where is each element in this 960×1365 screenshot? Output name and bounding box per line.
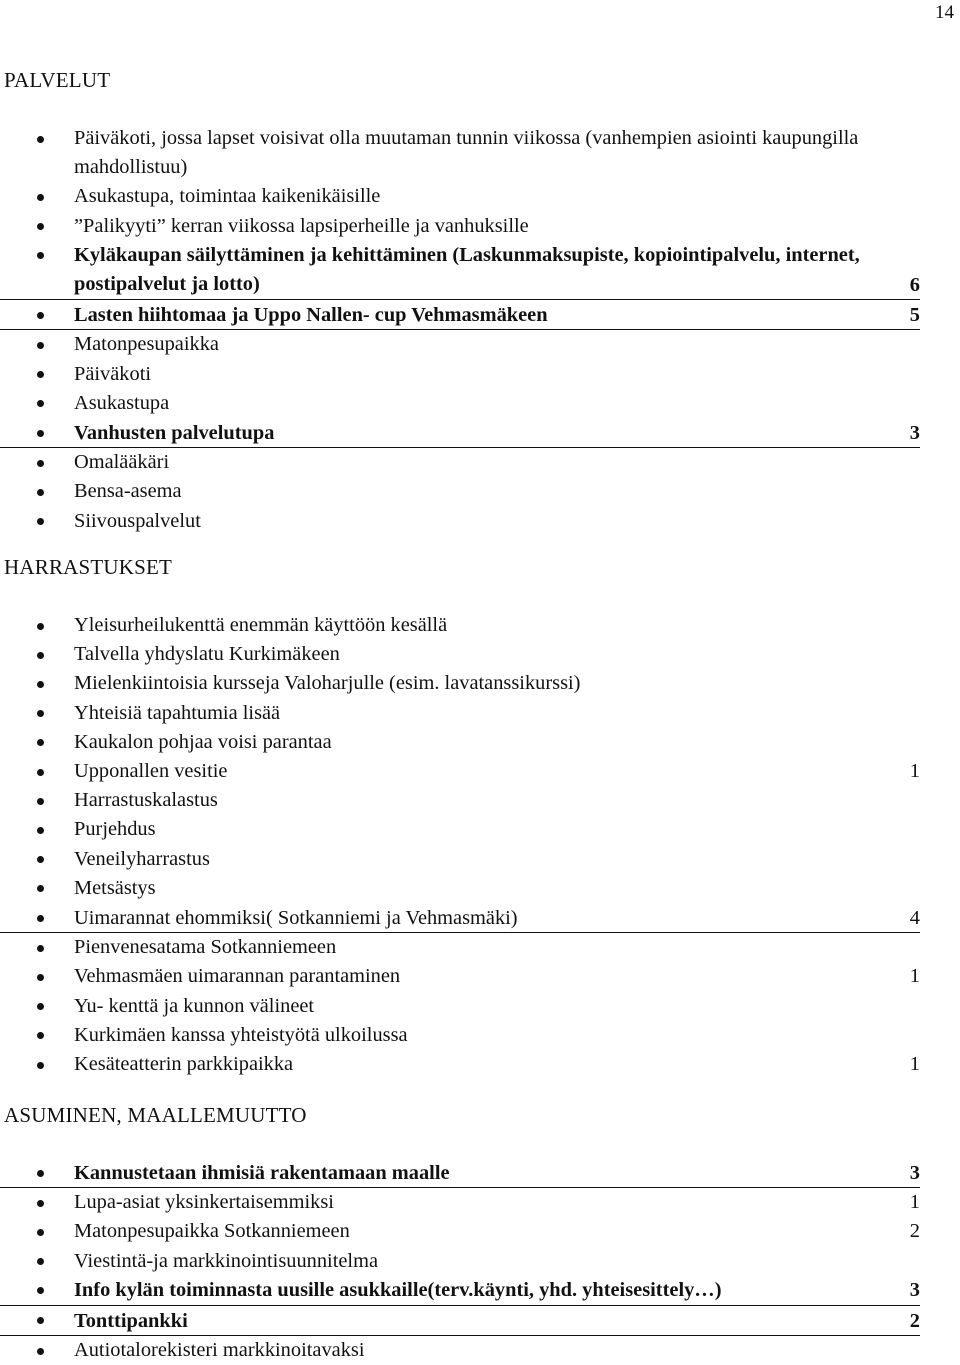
bullet-icon [37,945,44,952]
bullet-icon [37,710,44,717]
list-item: Siivouspalvelut [0,507,920,536]
page-number: 14 [935,2,954,23]
bullet-icon [37,681,44,688]
palvelut-list [0,124,920,536]
bullet-icon [37,798,44,805]
list-item: Veneilyharrastus [0,845,920,874]
list-item: Pienvenesatama Sotkanniemeen [0,933,920,962]
list-item: Kurkimäen kanssa yhteistyötä ulkoilussa [0,1021,920,1050]
bullet-icon [37,1170,44,1177]
bullet-icon [37,430,44,437]
list-item: Kesäteatterin parkkipaikka 1 [0,1050,920,1079]
bullet-icon [37,1348,44,1355]
list-item: Lasten hiihtomaa ja Uppo Nallen- cup Vehmasmäkeen 5 [0,300,920,330]
bullet-icon [37,1032,44,1039]
harrastukset-list [0,611,920,1079]
list-item: Harrastuskalastus [0,786,920,815]
bullet-icon [37,136,44,143]
bullet-icon [37,885,44,892]
section-heading-harrastukset: HARRASTUKSET [4,555,173,579]
bullet-icon [37,489,44,496]
bullet-icon [37,371,44,378]
bullet-icon [37,460,44,467]
list-item: Tonttipankki 2 [0,1306,920,1336]
list-item: Info kylän toiminnasta uusille asukkaille(terv.käynti, yhd. yhteisesittely…) 3 [0,1276,920,1306]
list-item: Vanhusten palvelutupa 3 [0,418,920,448]
list-item: Uimarannat ehommiksi( Sotkanniemi ja Vehmasmäki) 4 [0,903,920,933]
bullet-icon [37,769,44,776]
list-item: Omalääkäri [0,448,920,477]
bullet-icon [37,1258,44,1265]
section-heading-asuminen: ASUMINEN, MAALLEMUUTTO [4,1103,307,1127]
bullet-icon [37,1287,44,1294]
list-item: Asukastupa [0,389,920,418]
bullet-icon [37,974,44,981]
bullet-icon [37,194,44,201]
bullet-icon [37,827,44,834]
bullet-icon [37,623,44,630]
bullet-icon [37,400,44,407]
bullet-icon [37,1200,44,1207]
list-item: Matonpesupaikka [0,330,920,359]
bullet-icon [37,1317,44,1324]
asuminen-list [0,1158,920,1365]
list-item: ”Palikyyti” kerran viikossa lapsiperheille ja vanhuksille [0,212,920,241]
list-item: Autiotalorekisteri markkinoitavaksi [0,1336,920,1365]
list-item: Matonpesupaikka Sotkanniemeen 2 [0,1217,920,1246]
list-item: Bensa-asema [0,477,920,506]
bullet-icon [37,856,44,863]
list-item: Viestintä-ja markkinointisuunnitelma [0,1247,920,1276]
bullet-icon [37,1229,44,1236]
list-item: Asukastupa, toimintaa kaikenikäisille [0,182,920,211]
list-item: Metsästys [0,874,920,903]
list-item: Lupa-asiat yksinkertaisemmiksi 1 [0,1188,920,1217]
list-item: Purjehdus [0,815,920,844]
bullet-icon [37,223,44,230]
list-item: Mielenkiintoisia kursseja Valoharjulle (esim. lavatanssikurssi) [0,669,920,698]
bullet-icon [37,1062,44,1069]
bullet-icon [37,252,44,259]
list-item: Vehmasmäen uimarannan parantaminen 1 [0,962,920,991]
bullet-icon [37,1003,44,1010]
list-item: Päiväkoti [0,360,920,389]
list-item: Yu- kenttä ja kunnon välineet [0,992,920,1021]
bullet-icon [37,915,44,922]
list-item: Talvella yhdyslatu Kurkimäkeen [0,640,920,669]
section-heading-palvelut: PALVELUT [4,68,111,92]
list-item: Upponallen vesitie 1 [0,757,920,786]
bullet-icon [37,739,44,746]
list-item: Yleisurheilukenttä enemmän käyttöön kesällä [0,611,920,640]
list-item: Kaukalon pohjaa voisi parantaa [0,728,920,757]
bullet-icon [37,342,44,349]
bullet-icon [37,518,44,525]
list-item: Kannustetaan ihmisiä rakentamaan maalle 3 [0,1158,920,1188]
bullet-icon [37,652,44,659]
bullet-icon [37,312,44,319]
list-item: Päiväkoti, jossa lapset voisivat olla muutaman tunnin viikossa (vanhempien asiointi kaupungilla mahdollistuu) [0,124,920,182]
list-item: Kyläkaupan säilyttäminen ja kehittäminen (Laskunmaksupiste, kopiointipalvelu, internet, postipalvelut ja lotto) 6 [0,241,920,300]
list-item: Yhteisiä tapahtumia lisää [0,699,920,728]
